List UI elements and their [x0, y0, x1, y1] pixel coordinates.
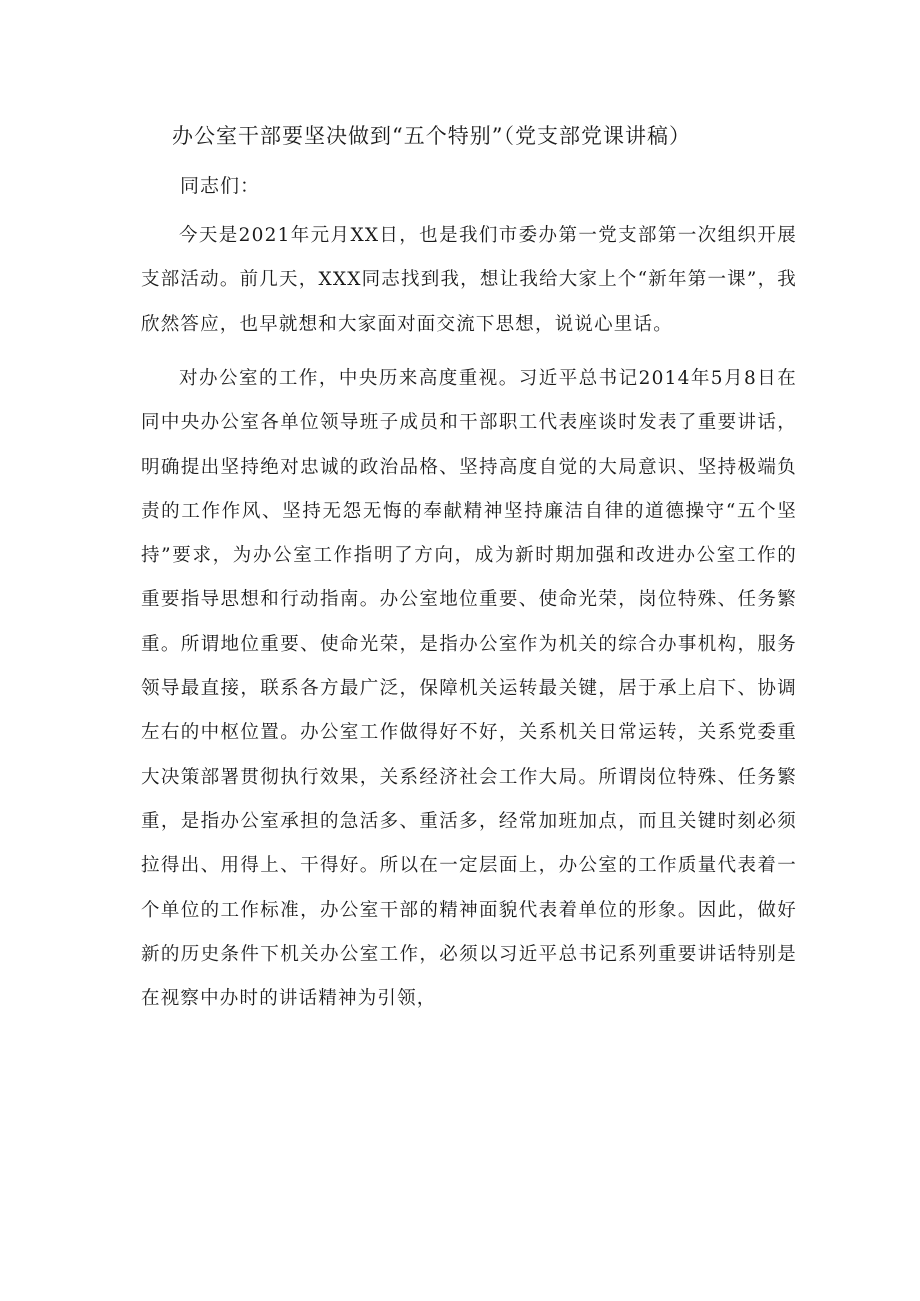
paragraph-2: 对办公室的工作，中央历来高度重视。习近平总书记2014年5月8日在同中央办公室各单位领导班子成员和干部职工代表座谈时发表了重要讲话，明确提出坚持绝对忠诚的政治品格、坚持高度自觉的大局意识、坚持极端负责的工作作风、坚持无怨无悔的奉献精神坚持廉洁自律的道德操守“五个坚持”要求，为办公室工作指明了方向，成为新时期加强和改进办公室工作的重要指导思想和行动指南。办公室地位重要、使命光荣，岗位特殊、任务繁重。所谓地位重要、使命光荣，是指办公室作为机关的综合办事机构，服务领导最直接，联系各方最广泛，保障机关运转最关键，居于承上启下、协调左右的中枢位置。办公室工作做得好不好，关系机关日常运转，关系党委重大决策部署贯彻执行效果，关系经济社会工作大局。所谓岗位特殊、任务繁重，是指办公室承担的急活多、重活多，经常加班加点，而且关键时刻必须拉得出、用得上、干得好。所以在一定层面上，办公室的工作质量代表着一个单位的工作标准，办公室干部的精神面貌代表着单位的形象。因此，做好新的历史条件下机关办公室工作，必须以习近平总书记系列重要讲话特别是在视察中办时的讲话精神为引领， — [141, 368, 797, 1010]
paragraph-1: 今天是2021年元月XX日，也是我们市委办第一党支部第一次组织开展支部活动。前几天，XXX同志找到我，想让我给大家上个“新年第一课”，我欣然答应，也早就想和大家面对面交流下思想，说说心里话。 — [141, 225, 797, 335]
document-title: 办公室干部要坚决做到“五个特别”（党支部党课讲稿） — [172, 124, 691, 148]
salutation: 同志们： — [180, 175, 261, 197]
